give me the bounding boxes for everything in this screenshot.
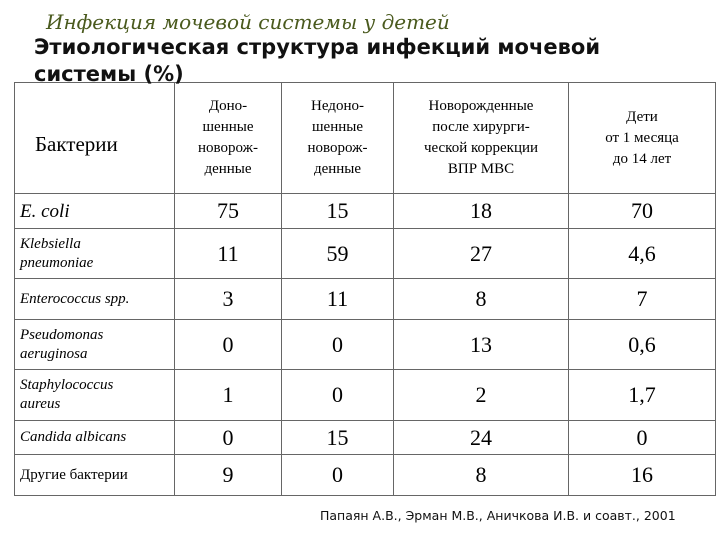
- table-header-row: [15, 83, 716, 194]
- table-cell: 27: [394, 229, 569, 279]
- table-cell: 0: [282, 455, 394, 496]
- table-row: [15, 455, 716, 496]
- etiology-table: [14, 82, 716, 496]
- table-row: [15, 279, 716, 320]
- table-cell: 15: [282, 421, 394, 455]
- column-header-full-term: Доно- шенные новорож- денные: [175, 83, 282, 194]
- table-cell: 24: [394, 421, 569, 455]
- table-cell: 9: [175, 455, 282, 496]
- row-label: E. coli: [15, 194, 175, 229]
- citation: Папаян А.В., Эрман М.В., Аничкова И.В. и соавт., 2001: [320, 508, 676, 523]
- table-cell: 13: [394, 320, 569, 370]
- table-row: [15, 320, 716, 370]
- table-cell: 70: [569, 194, 716, 229]
- table-cell: 18: [394, 194, 569, 229]
- table-row: [15, 229, 716, 279]
- table-cell: 0: [175, 421, 282, 455]
- table-cell: 8: [394, 455, 569, 496]
- table-row: [15, 421, 716, 455]
- table-cell: 15: [282, 194, 394, 229]
- table-cell: 11: [282, 279, 394, 320]
- table-cell: 59: [282, 229, 394, 279]
- slide-title: Этиологическая структура инфекций мочевой системы (%): [34, 35, 601, 86]
- table-cell: 1: [175, 370, 282, 421]
- presentation-subtitle: Инфекция мочевой системы у детей: [46, 10, 450, 34]
- row-label: Другие бактерии: [15, 455, 175, 496]
- table-cell: 8: [394, 279, 569, 320]
- table-cell: 0: [282, 320, 394, 370]
- table-cell: 7: [569, 279, 716, 320]
- row-label: Staphylococcus aureus: [15, 370, 175, 421]
- table-cell: 0: [175, 320, 282, 370]
- row-label: Enterococcus spp.: [15, 279, 175, 320]
- table-cell: 16: [569, 455, 716, 496]
- table-row: [15, 370, 716, 421]
- table-cell: 11: [175, 229, 282, 279]
- table-cell: 1,7: [569, 370, 716, 421]
- table-cell: 3: [175, 279, 282, 320]
- table-cell: 4,6: [569, 229, 716, 279]
- column-header-preterm: Недоно- шенные новорож- денные: [282, 83, 394, 194]
- table-row: [15, 194, 716, 229]
- table-cell: 0,6: [569, 320, 716, 370]
- table-cell: 2: [394, 370, 569, 421]
- table-cell: 0: [282, 370, 394, 421]
- column-header-children: Дети от 1 месяца до 14 лет: [569, 83, 716, 194]
- column-header-post-surgery: Новорожденные после хирурги- ческой коррекции ВПР МВС: [394, 83, 569, 194]
- row-label: Candida albicans: [15, 421, 175, 455]
- row-label: Pseudomonas aeruginosa: [15, 320, 175, 370]
- table-cell: 0: [569, 421, 716, 455]
- row-label: Klebsiella pneumoniae: [15, 229, 175, 279]
- column-header-bacteria: Бактерии: [15, 83, 175, 194]
- table-cell: 75: [175, 194, 282, 229]
